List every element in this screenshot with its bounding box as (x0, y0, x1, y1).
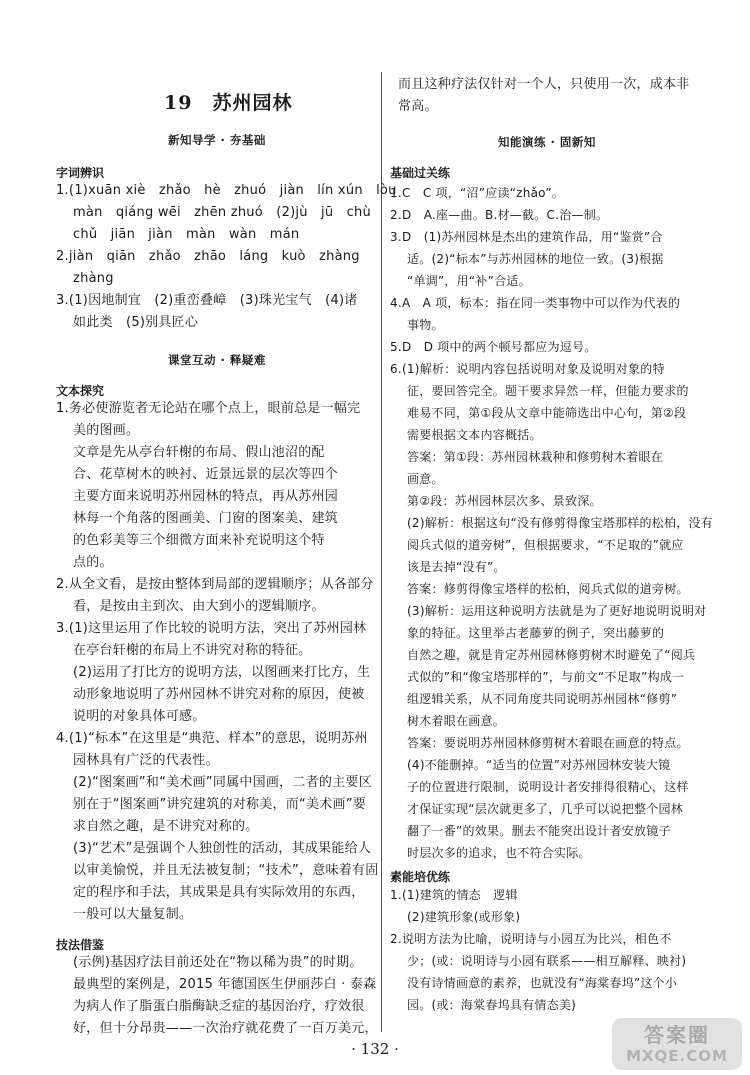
text-line: 子的位置进行限制，说明设计者安排得很精心，这样 (407, 780, 689, 794)
text-line: 合、花草树木的映衬、近景远景的层次等四个 (73, 467, 339, 482)
sub-heading: 字词辨识 (56, 166, 105, 180)
sub-heading: 文本探究 (56, 384, 105, 398)
text-line: 在亭台轩榭的布局上不讲究对称的特征。 (73, 643, 312, 658)
sub-heading: 技法借鉴 (56, 938, 105, 952)
text-line: 4.A A 项，标本：指在同一类事物中可以作为代表的 (390, 296, 681, 310)
text-line: 3.(1)因地制宜 (2)重峦叠嶂 (3)珠光宝气 (4)诸 (56, 293, 358, 308)
text-line: 为病人作了脂蛋白脂酶缺乏症的基因治疗，疗效很 (73, 999, 365, 1014)
text-line: 少；(或：说明诗与小园有联系——相互解释、映衬) (407, 954, 687, 968)
section-heading: 新知导学 · 夯基础 (168, 133, 266, 147)
watermark-url: MXQE.COM (626, 1047, 728, 1065)
text-line: 阅兵式似的道旁树”，但根据要求，“不足取的”就应 (407, 538, 684, 552)
text-line: 5.D D 项中的两个顿号都应为逗号。 (390, 340, 597, 354)
text-line: 征，要回答完全。题干要求异然一样，但能力要求的 (407, 384, 689, 398)
text-line: (2)解析：根据这句“没有修剪得像宝塔那样的松柏，没有 (407, 516, 713, 530)
text-line: 事物。 (407, 318, 444, 332)
text-line: chǔ jiān jiàn màn wàn mán (73, 227, 300, 242)
text-line: 翻了一番”的效果。删去不能突出设计者安放镜子 (407, 824, 671, 838)
text-line: 第②段：苏州园林层次多、景致深。 (407, 494, 602, 508)
text-line: 1.C C 项，“沼”应读“zhǎo”。 (390, 186, 565, 200)
text-line: 自然之趣，就是肯定苏州园林修剪树木时避免了“阅兵 (407, 648, 696, 662)
text-line: 2.说明方法为比喻，说明诗与小园互为比兴，相色不 (390, 932, 672, 946)
page-title: 19 苏州园林 (164, 92, 293, 114)
text-line: 别在于“图案画”讲究建筑的对称美，而“美术画”要 (73, 797, 366, 812)
text-line: 1.(1)建筑的情态 逻辑 (390, 888, 518, 902)
text-line: (2)运用了打比方的说明方法，以图画来打比方，生 (73, 665, 371, 680)
text-line: 看，是按由主到次、由大到小的逻辑顺序。 (73, 599, 325, 614)
column-divider (381, 72, 382, 1032)
text-line: 答案：修剪得像宝塔样的松柏，阅兵式似的道旁树。 (407, 582, 689, 596)
text-line: 好，但十分昂贵——一次治疗就花费了一百万美元， (73, 1021, 378, 1036)
text-line: 求自然之趣，是不讲究对称的。 (73, 819, 259, 834)
text-line: 如此类 (5)别具匠心 (73, 315, 199, 330)
text-line: 4.(1)“标本”在这里是“典范、样本”的意思，说明苏州 (56, 731, 368, 746)
text-line: 1.(1)xuān xiè zhǎo hè zhuó jiàn lín xún lòu (56, 183, 397, 198)
text-line: 的色彩美等三个细微方面来补充说明这个特 (73, 533, 325, 548)
text-line: (示例)基因疗法目前还处在“物以稀为贵”的时期。 (73, 955, 363, 970)
text-line: 需要根据文本内容概括。 (407, 428, 542, 442)
text-line: (3)“艺术”是强调个人独创性的活动，其成果能给人 (73, 841, 372, 856)
text-line: 园。(或：海棠春坞具有情态美) (407, 998, 577, 1012)
text-line: 主要方面来说明苏州园林的特点，再从苏州园 (73, 489, 339, 504)
watermark-logo (612, 1018, 742, 1070)
sub-heading: 素能培优练 (390, 870, 451, 884)
watermark-logo-text: 答案圈 (644, 1023, 710, 1047)
text-line: 2.jiàn qiān zhǎo zhāo láng kuò zhàng (56, 249, 360, 264)
text-line: 林每一个角落的图画美、门窗的图案美、建筑 (73, 511, 339, 526)
text-line: 常高。 (398, 99, 438, 114)
text-line: 该是去掉“没有”。 (407, 560, 506, 574)
text-line: “单调”，用“补”合适。 (407, 274, 531, 288)
text-line: (3)解析：运用这种说明方法就是为了更好地说明说明对 (407, 604, 707, 618)
text-line: 树木着眼在画意。 (407, 714, 506, 728)
text-line: 园林具有广泛的代表性。 (73, 753, 219, 768)
text-line: 一般可以大量复制。 (73, 907, 193, 922)
text-line: 而且这种疗法仅针对一个人，只使用一次，成本非 (398, 77, 690, 92)
text-line: 美的图画。 (73, 423, 140, 438)
text-line: 画意。 (407, 472, 444, 486)
section-heading: 知能演练 · 固新知 (498, 135, 596, 149)
text-line: 点的。 (73, 555, 113, 570)
text-line: 时层次多的追求，也不符合实际。 (407, 846, 591, 860)
section-heading: 课堂互动 · 释疑难 (168, 353, 266, 367)
text-line: 6.(1)解析：说明内容包括说明对象及说明对象的特 (390, 362, 665, 376)
sub-heading: 基础过关练 (390, 166, 451, 180)
text-line: 才保证实现“层次就更多了，几乎可以说把整个园林 (407, 802, 683, 816)
text-line: 式似的”和“像宝塔那样的”，与前文“不足取”构成一 (407, 670, 685, 684)
text-line: 定的程序和手法，其成果是具有实际效用的东西， (73, 885, 365, 900)
text-line: 3.(1)这里运用了作比较的说明方法，突出了苏州园林 (56, 621, 367, 636)
text-line: 答案：要说明苏州园林修剪树木着眼在画意的特点。 (407, 736, 689, 750)
text-line: (2)建筑形象(或形象) (407, 910, 521, 924)
text-line: 难易不同，第①段从文章中能筛选出中心句，第②段 (407, 406, 687, 420)
text-line: (2)“图案画”和“美术画”同属中国画，二者的主要区 (73, 775, 372, 790)
text-line: 最典型的案例是，2015 年德国医生伊丽莎白 · 泰森 (73, 977, 377, 992)
text-line: 答案：第①段：苏州园林栽种和修剪树木着眼在 (407, 450, 664, 464)
text-line: 象的特征。这里举古老藤萝的例子，突出藤萝的 (407, 626, 665, 640)
text-line: màn qiáng wēi zhēn zhuó (2)jù jū chù (73, 205, 371, 220)
text-line: 2.D A.座—曲。B.材—截。C.治—制。 (390, 208, 609, 222)
text-line: 动形象地说明了苏州园林不讲究对称的原因，使被 (73, 687, 365, 702)
text-line: 说明的对象具体可感。 (73, 709, 206, 724)
text-line: 3.D (1)苏州园林是杰出的建筑作品，用“鉴赏”合 (390, 230, 663, 244)
text-line: 适。(2)“标本”与苏州园林的地位一致。(3)根据 (407, 252, 664, 266)
page-number: · 132 · (351, 1040, 399, 1058)
text-line: 没有诗情画意的素养，也就没有“海棠春坞”这个小 (407, 976, 678, 990)
text-line: 以审美愉悦，并且无法被复制；“技术”，意味着有固 (73, 863, 379, 878)
text-line: 组逻辑关系，从不同角度共同说明苏州园林“修剪” (407, 692, 678, 706)
text-line: (4)不能删掉。“适当的位置”对苏州园林安装大镜 (407, 758, 671, 772)
text-line: 文章是先从亭台轩榭的布局、假山池沼的配 (73, 445, 325, 460)
text-line: 2.从全文看，是按由整体到局部的逻辑顺序；从各部分 (56, 577, 374, 592)
text-line: 1.务必使游览者无论站在哪个点上，眼前总是一幅完 (56, 401, 361, 416)
text-line: zhàng (73, 271, 114, 286)
